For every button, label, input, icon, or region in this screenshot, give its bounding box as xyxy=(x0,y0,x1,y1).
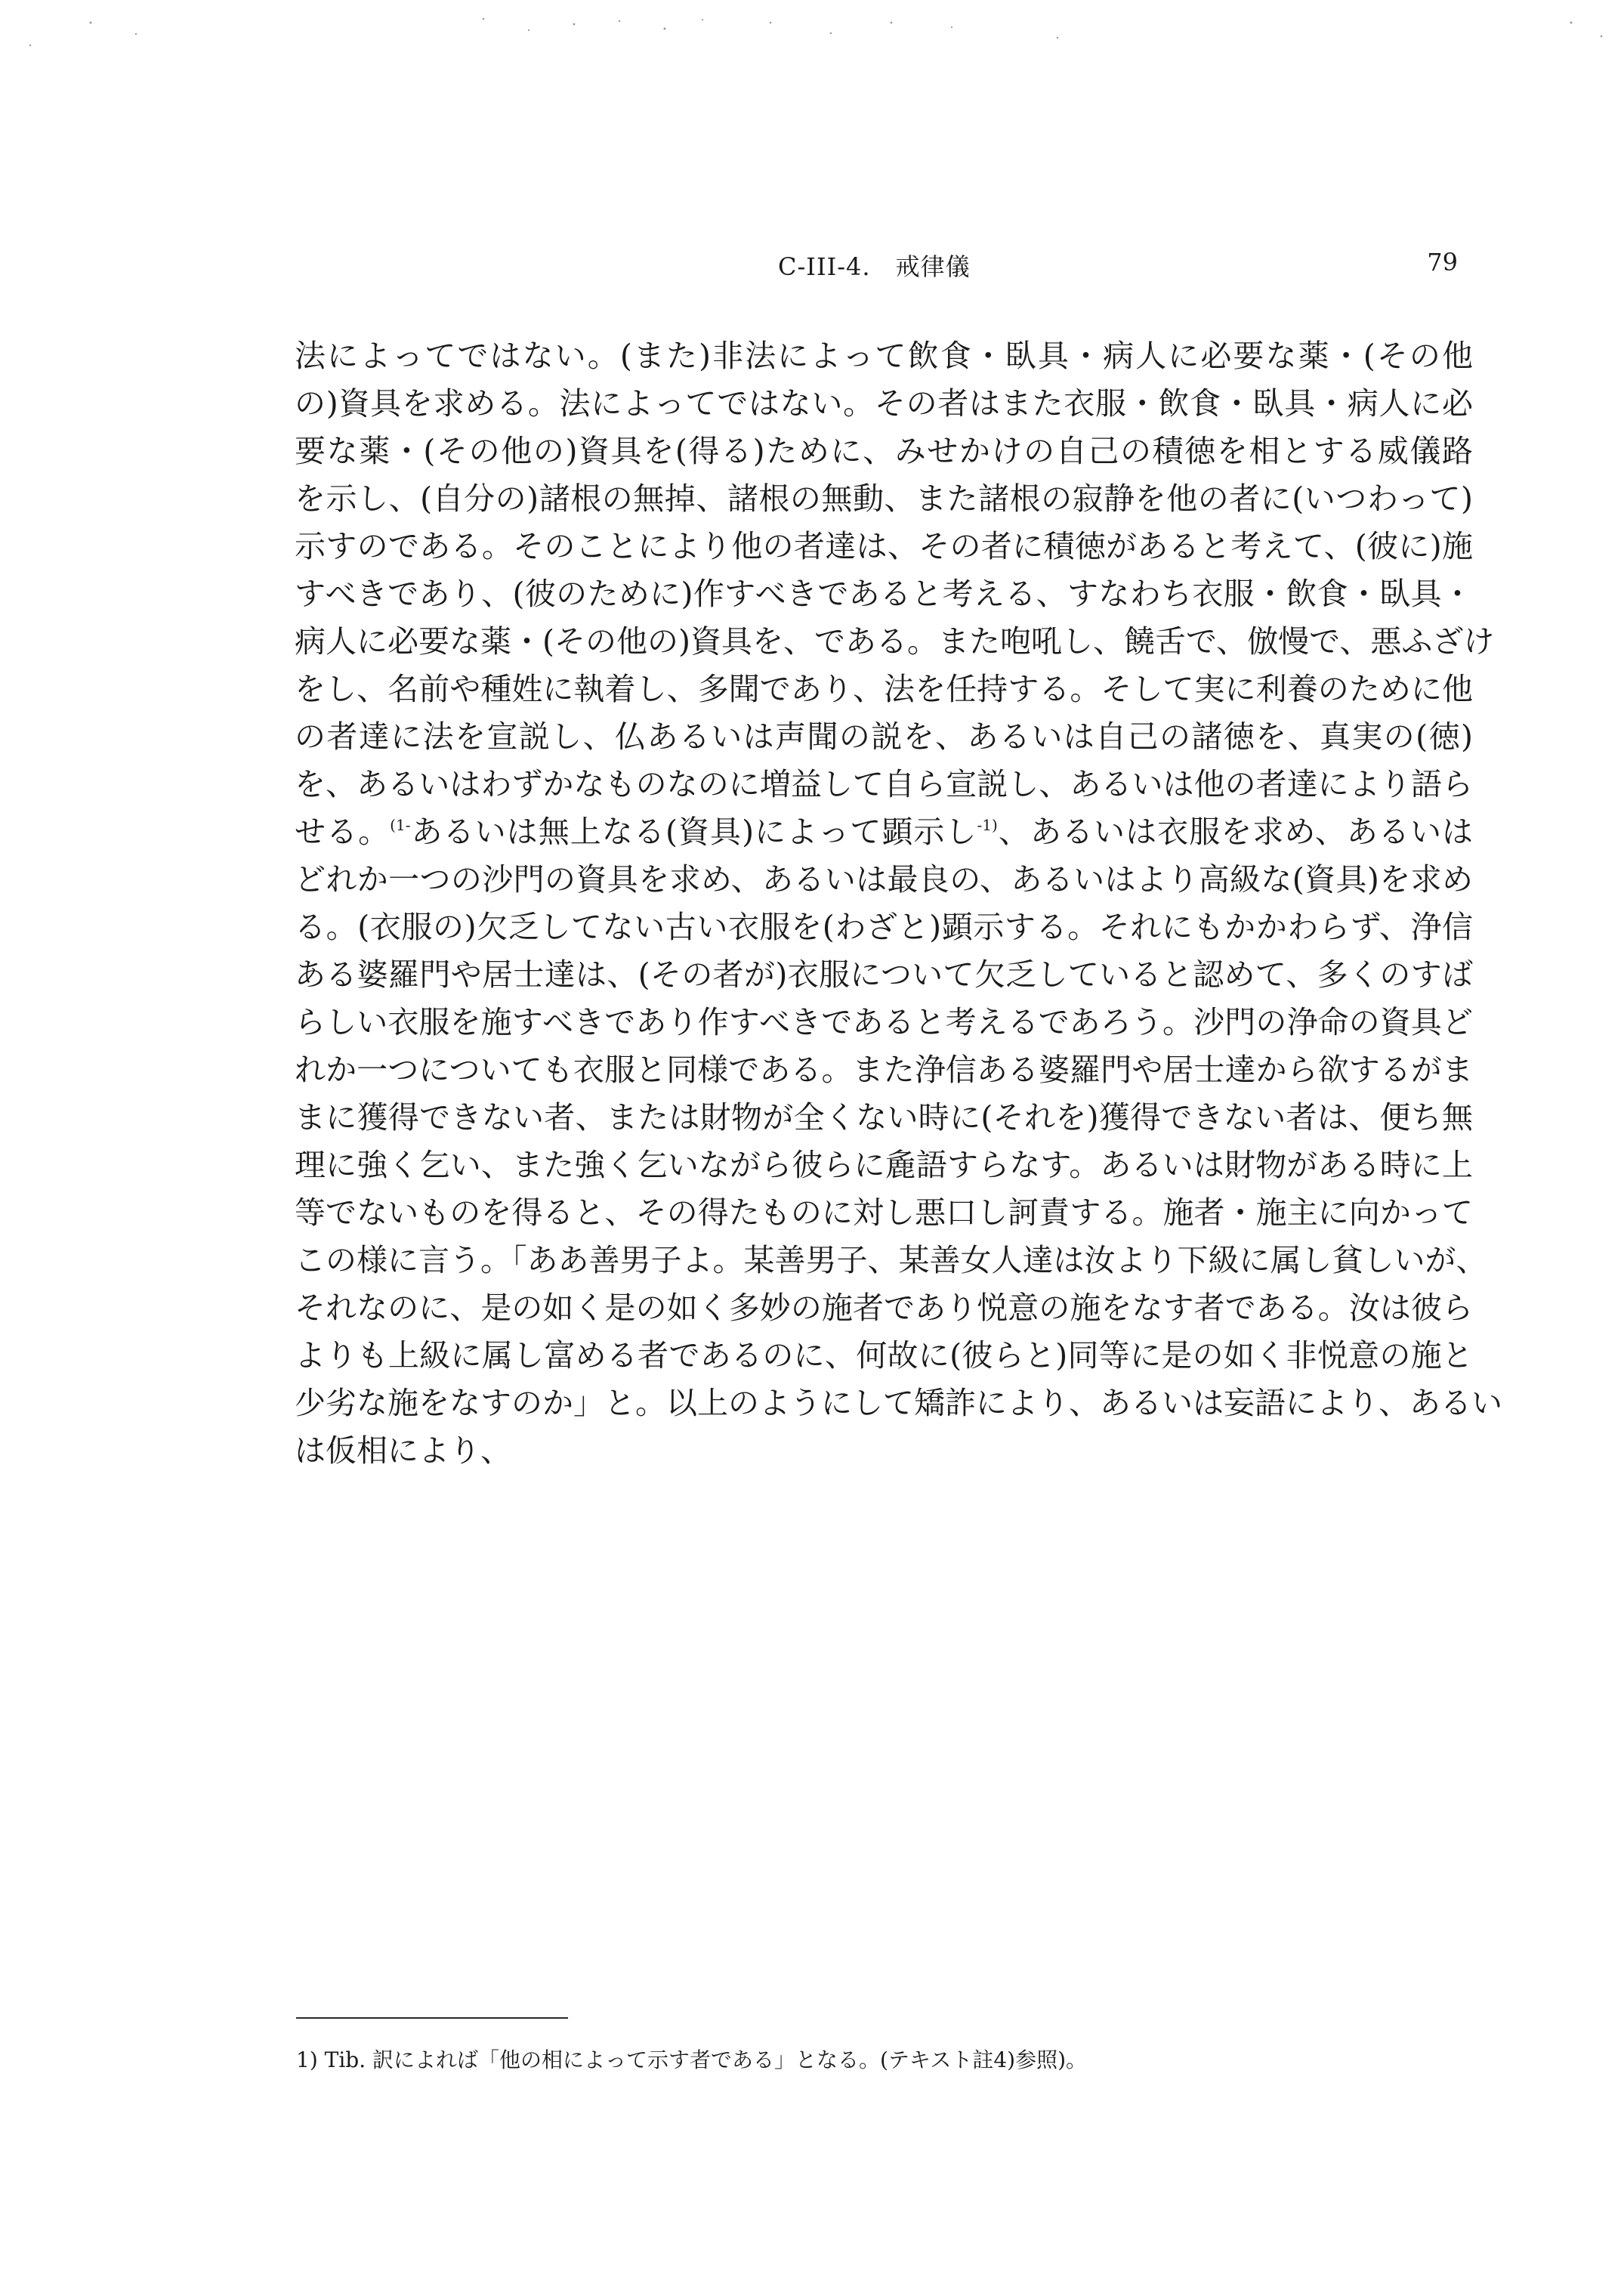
running-head: C-III-4. 戒律儀 xyxy=(778,252,971,281)
text-line-with-note xyxy=(295,808,1473,856)
page-number: 79 xyxy=(1427,248,1458,277)
footnote-close-marker: -1) xyxy=(977,816,998,834)
text-line: の者達に法を宣説し、仏あるいは声聞の説を、あるいは自己の諸徳を、真実の(徳) xyxy=(295,718,1473,755)
text-line: それなのに、是の如く是の如く多妙の施者であり悦意の施をなす者である。汝は彼ら xyxy=(295,1290,1473,1326)
footnote-divider xyxy=(296,2017,568,2019)
scan-noise xyxy=(0,0,1624,91)
body-text xyxy=(295,332,1502,1475)
text-line: は仮相により、 xyxy=(295,1432,511,1469)
line-fragment: せる。 xyxy=(295,814,391,850)
text-line: らしい衣服を施すべきであり作すべきであると考えるであろう。沙門の浄命の資具ど xyxy=(295,1004,1473,1040)
text-line: 理に強く乞い、また強く乞いながら彼らに麁語すらなす。あるいは財物がある時に上 xyxy=(295,1147,1473,1183)
text-line: ある婆羅門や居士達は、(その者が)衣服について欠乏していると認めて、多くのすば xyxy=(295,956,1473,993)
text-line: る。(衣服の)欠乏してない古い衣服を(わざと)顕示する。それにもかかわらず、浄信 xyxy=(295,909,1473,945)
text-line: を示し、(自分の)諸根の無掉、諸根の無動、また諸根の寂静を他の者に(いつわって) xyxy=(295,481,1473,517)
text-line: 病人に必要な薬・(その他の)資具を、である。また咆吼し、饒舌で、倣慢で、悪ふざけ xyxy=(295,623,1495,660)
text-line: をし、名前や種姓に執着し、多聞であり、法を任持する。そして実に利養のために他 xyxy=(295,671,1473,707)
text-line: この様に言う。「ああ善男子よ。某善男子、某善女人達は汝より下級に属し貧しいが、 xyxy=(295,1242,1487,1278)
text-line: 要な薬・(その他の)資具を(得る)ために、みせかけの自己の積徳を相とする威儀路 xyxy=(295,433,1473,469)
text-line: どれか一つの沙門の資具を求め、あるいは最良の、あるいはより高級な(資具)を求め xyxy=(295,861,1473,898)
footnote: 1) Tib. 訳によれば「他の相によって示す者である」となる。(テキスト註4)参照)。 xyxy=(296,2047,1088,2072)
text-line: 法によってではない。(また)非法によって飲食・臥具・病人に必要な薬・(その他 xyxy=(295,338,1473,374)
page-header xyxy=(778,248,1458,286)
text-line: を、あるいはわずかなものなのに増益して自ら宣説し、あるいは他の者達により語ら xyxy=(295,766,1473,802)
text-line: 等でないものを得ると、その得たものに対し悪口し訶責する。施者・施主に向かって xyxy=(295,1194,1473,1231)
text-line: 少劣な施をなすのか」と。以上のようにして矯詐により、あるいは妄語により、あるい xyxy=(295,1385,1502,1421)
line-fragment: 、あるいは衣服を求め、あるいは xyxy=(997,814,1474,850)
text-line: まに獲得できない者、または財物が全くない時に(それを)獲得できない者は、便ち無 xyxy=(295,1099,1473,1136)
line-fragment: あるいは無上なる(資具)によって顕示し xyxy=(410,814,977,850)
text-line: の)資具を求める。法によってではない。その者はまた衣服・飲食・臥具・病人に必 xyxy=(295,385,1473,422)
footnote-open-marker: (1- xyxy=(390,816,411,834)
text-line: よりも上級に属し富める者であるのに、何故に(彼らと)同等に是の如く非悦意の施と xyxy=(295,1337,1473,1374)
text-line: 示すのである。そのことにより他の者達は、その者に積徳があると考えて、(彼に)施 xyxy=(295,528,1473,564)
text-line: すべきであり、(彼のために)作すべきであると考える、すなわち衣服・飲食・臥具・ xyxy=(295,576,1473,612)
text-line: れか一つについても衣服と同様である。また浄信ある婆羅門や居士達から欲するがま xyxy=(295,1052,1473,1088)
